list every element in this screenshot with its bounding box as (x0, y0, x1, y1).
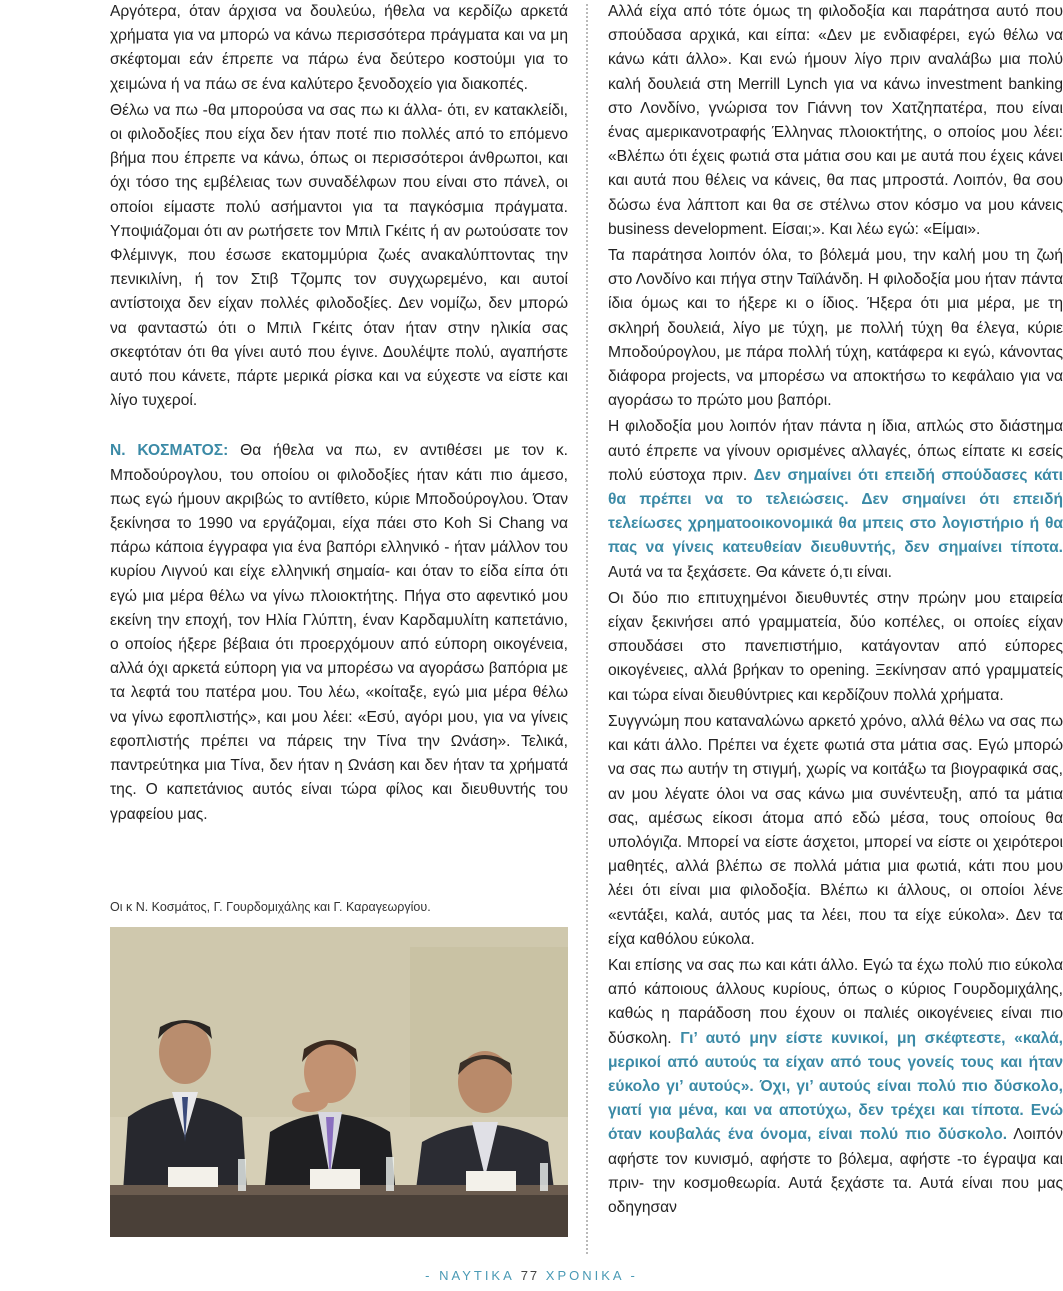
speaker-name: Ν. ΚΟΣΜΑΤΟΣ: (110, 442, 229, 460)
paragraph (608, 954, 1063, 1220)
paragraph (110, 439, 568, 826)
highlighted-text: Γι’ αυτό μην είστε κυνικοί, μη σκέφτεστε, «καλά, μερικοί από αυτούς τα είχαν από τους γονείς τους και ήταν εύκολο γι’ αυτούς». Όχι, γι’ αυτούς είναι πολύ πιο δύσκολο, γιατί για μένα, και να αποτύχω, δεν τρέχει και τίποτα. Ενώ όταν κουβαλάς ένα όνομα, είναι πολύ πιο δύσκολο. (608, 1029, 1063, 1144)
right-column (608, 0, 1063, 1222)
text: Η φιλοδοξία μου λοιπόν ήταν πάντα η ίδια, απλώς στο διάστημα αυτό έπρεπε να γίνουν ορισμένες αλλαγές, όπως είπατε κι εσείς πολύ εύστοχα πριν. (608, 418, 1063, 484)
text: Λοιπόν αφήστε τον κυνισμό, αφήστε το βόλεμα, αφήστε -το έγραψα και πριν- την κοσμοθεωρία. Αυτά ξεχάστε τα. Αυτά είναι που μας οδηγησαν (608, 1126, 1063, 1216)
paragraph: Τα παράτησα λοιπόν όλα, το βόλεμά μου, την καλή μου τη ζωή στο Λονδίνο και πήγα στην Ταϊλάνδη. Η φιλοδοξία μου ήταν πάντα ίδια όμως και το ήξερε κι ο ίδιος. Ήξερα ότι μια μέρα, με τη σκληρή δουλειά, λίγο με τύχη, με πολλή τύχη θα έλεγα, κύριε Μποδούρογλου, με πάρα πολλή τύχη, κατάφερα κι εγώ, κάνοντας διάφορα projects, να μπορέσω να αποκτήσω το κεφάλαιο για να αγοράσω το πρώτο μου βαπόρι. (608, 247, 1063, 410)
text: Και επίσης να σας πω και κάτι άλλο. Εγώ τα έχω πολύ πιο εύκολα από κάποιους άλλους κυρίους, όπως ο κύριος Γουρδομιχάλης, καθώς η παράδοση που έχουν οι παλιές οικογένειες είναι πιο δύσκολη. (608, 956, 1063, 1047)
highlighted-text: Δεν σημαίνει ότι επειδή σπούδασες κάτι θα πρέπει να το τελειώσεις. Δεν σημαίνει ότι επειδή τελείωσες χρηματοοικονομικά θα μπεις στο λογιστήριο ή θα πας να γίνεις κατευθείαν διευθυντής, δεν σημαίνει τίποτα. (608, 466, 1063, 557)
speech-text: Θα ήθελα να πω, εν αντιθέσει με τον κ. Μποδούρογλου, του οποίου οι φιλοδοξίες ήταν κάτι πιο άμεσο, πως εγώ ήμουν ακριβώς το αντίθετο, κύριε Μποδούρογλου. Όταν ξεκίνησα το 1990 να εργάζομαι, είχα πάει στο Koh Si Chang να πάρω κάποια έγγραφα για ένα βαπόρι ελληνικό - ήταν μάλλον του κυρίου Λιγνού και είχε ελληνική σημαία- και όταν το είδα είπα ότι εγώ μια μέρα θέλω να γίνω πλοιοκτήτης. Πήγα στο αφεντικό μου εκείνη την εποχή, τον Ηλία Γλύπτη, έναν Καρδαμυλίτη καπετάνιο, ο οποίος ήξερε βέβαια ότι προερχόμουν από εύπορη οικογένεια, αλλά όχι αρκετά εύπορη για να μπορέσω να αγοράσω βαπόρια με τα λεφτά του πατέρα μου. Του λέω, «κοίταξε, εγώ μια μέρα θέλω να γίνω εφοπλιστής», και μου λέει: «Εσύ, αγόρι μου, για να γίνεις εφοπλιστής πρέπει να πάρεις την Τίνα την Ωνάση». Τελικά, παντρεύτηκα μια Τίνα, δεν ήταν η Ωνάση και δεν ήταν τα χρήματά της. Ο καπετάνιος αυτός είναι τώρα φίλος και διευθυντής του γραφείου μας. (110, 442, 568, 823)
text: Αυτά να τα ξεχάσετε. Θα κάνετε ό,τι είναι. (608, 563, 892, 581)
footer-right: ΧΡΟΝΙΚΑ - (545, 1268, 638, 1283)
paragraph (608, 415, 1063, 584)
paragraph: Αλλά είχα από τότε όμως τη φιλοδοξία και παράτησα αυτό που σπούδασα αρχικά, και είπα: «Δεν με ενδιαφέρει, εγώ θέλω να κάνω κάτι άλλο». Και ενώ ήμουν λίγο πριν αναλάβω μια πολύ καλή δουλειά στη Merrill Lynch για να κάνω investment banking στο Λονδίνο, γνώρισα τον Γιάννη τον Χατζηπατέρα, που είναι ένας αμερικανοτραφής Έλληνας πλοιοκτήτης, ο οποίος μου λέει: «Βλέπω ότι έχεις φωτιά στα μάτια σου και με αυτά που έχεις κάνει και αυτά που θέλεις να κάνεις, θα πας μπροστά. Λοιπόν, θα σου δώσω ένα λάπτοπ και θα σε στέλνω στον κόσμο να μου κάνεις business development. Είσαι;». Και λέω εγώ: «Είμαι». (608, 3, 1063, 238)
page-number: 77 (520, 1268, 540, 1283)
photo-caption: Οι κ Ν. Κοσμάτος, Γ. Γουρδομιχάλης και Γ. Καραγεωργίου. (110, 900, 431, 914)
paragraph: Αργότερα, όταν άρχισα να δουλεύω, ήθελα να κερδίζω αρκετά χρήματα για να μπορώ να κάνω περισσότερα πράγματα και να μη σκέφτομαι εάν έπρεπε να πάρω ένα δεύτερο κοστούμι για το χειμώνα ή να πάω σε ένα καλύτερο ξενοδοχείο για διακοπές. (110, 3, 568, 93)
page-footer (0, 1268, 1063, 1283)
paragraph: Συγγνώμη που καταναλώνω αρκετό χρόνο, αλλά θέλω να σας πω και κάτι άλλο. Πρέπει να έχετε φωτιά στα μάτια σας. Εγώ μπορώ να σας πω αυτήν τη στιγμή, χωρίς να κοιτάξω τα βιογραφικά σας, αν μου λέγατε όλοι να σας κάνω μια συνέντευξη, από τα μάτια σας, αμέσως είκοσι άτομα από εδώ μέσα, τους οποίους θα υπολόγιζα. Μπορεί να είστε άσχετοι, μπορεί να είστε οι χειρότεροι μαθητές, αλλά βλέπω σε πολλά μάτια μια φωτιά, κάτι που μου λέει ότι είναι μια φιλοδοξία. Βλέπω κι άλλους, οι οποίοι λένε «εντάξει, καλά, αυτός μας τα λέει, που τα είχε εύκολα». Δεν τα είχα καθόλου εύκολα. (608, 712, 1063, 948)
paragraph: Οι δύο πιο επιτυχημένοι διευθυντές στην πρώην μου εταιρεία είχαν ξεκινήσει από γραμματεία, δύο κοπέλες, οι οποίες είχαν σπουδάσει στο πανεπιστήμιο, κατάγονταν από εύπορες οικογένειες, αλλά βρήκαν το opening. Ξεκίνησαν από γραμματείς και τώρα είναι διευθύντριες και κερδίζουν πολλά χρήματα. (608, 589, 1063, 704)
paragraph: Θέλω να πω -θα μπορούσα να σας πω κι άλλα- ότι, εν κατακλείδι, οι φιλοδοξίες που είχα δεν ήταν ποτέ πιο πολλές από το επόμενο βήμα που έπρεπε να κάνω, όπως οι περισσότεροι άνθρωποι, και όχι τόσο της εμβέλειας των συναδέλφων που είναι στο πάνελ, οι οποίοι είμαστε πολύ ασήμαντοι για τα παγκόσμια πράγματα. Υποψιάζομαι ότι αν ρωτήσετε τον Μπιλ Γκέιτς ή αν ρωτούσατε τον Φλέμινγκ, που έσωσε εκατομμύρια ζωές ανακαλύπτοντας την πενικιλίνη, ή τον Στιβ Τζομπς τον συγχωρεμένο, και αυτοί αντίστοιχα δεν είχαν πολλές φιλοδοξίες. Δεν νομίζω, δεν μπορώ να φανταστώ ότι ο Μπιλ Γκέιτς όταν ήταν στην ηλικία σας σκεφτόταν ότι θα γίνει αυτό που έγινε. Δουλέψτε πολύ, αγαπήστε αυτό που κάνετε, πάρτε μερικά ρίσκα και να εύχεστε να είστε και λίγο τυχεροί. (110, 101, 568, 410)
left-column (110, 0, 568, 829)
photo-illustration (110, 927, 568, 1237)
column-divider (586, 4, 588, 1254)
panel-photo (110, 927, 568, 1237)
footer-left: - ΝΑΥΤΙΚΑ (425, 1268, 515, 1283)
